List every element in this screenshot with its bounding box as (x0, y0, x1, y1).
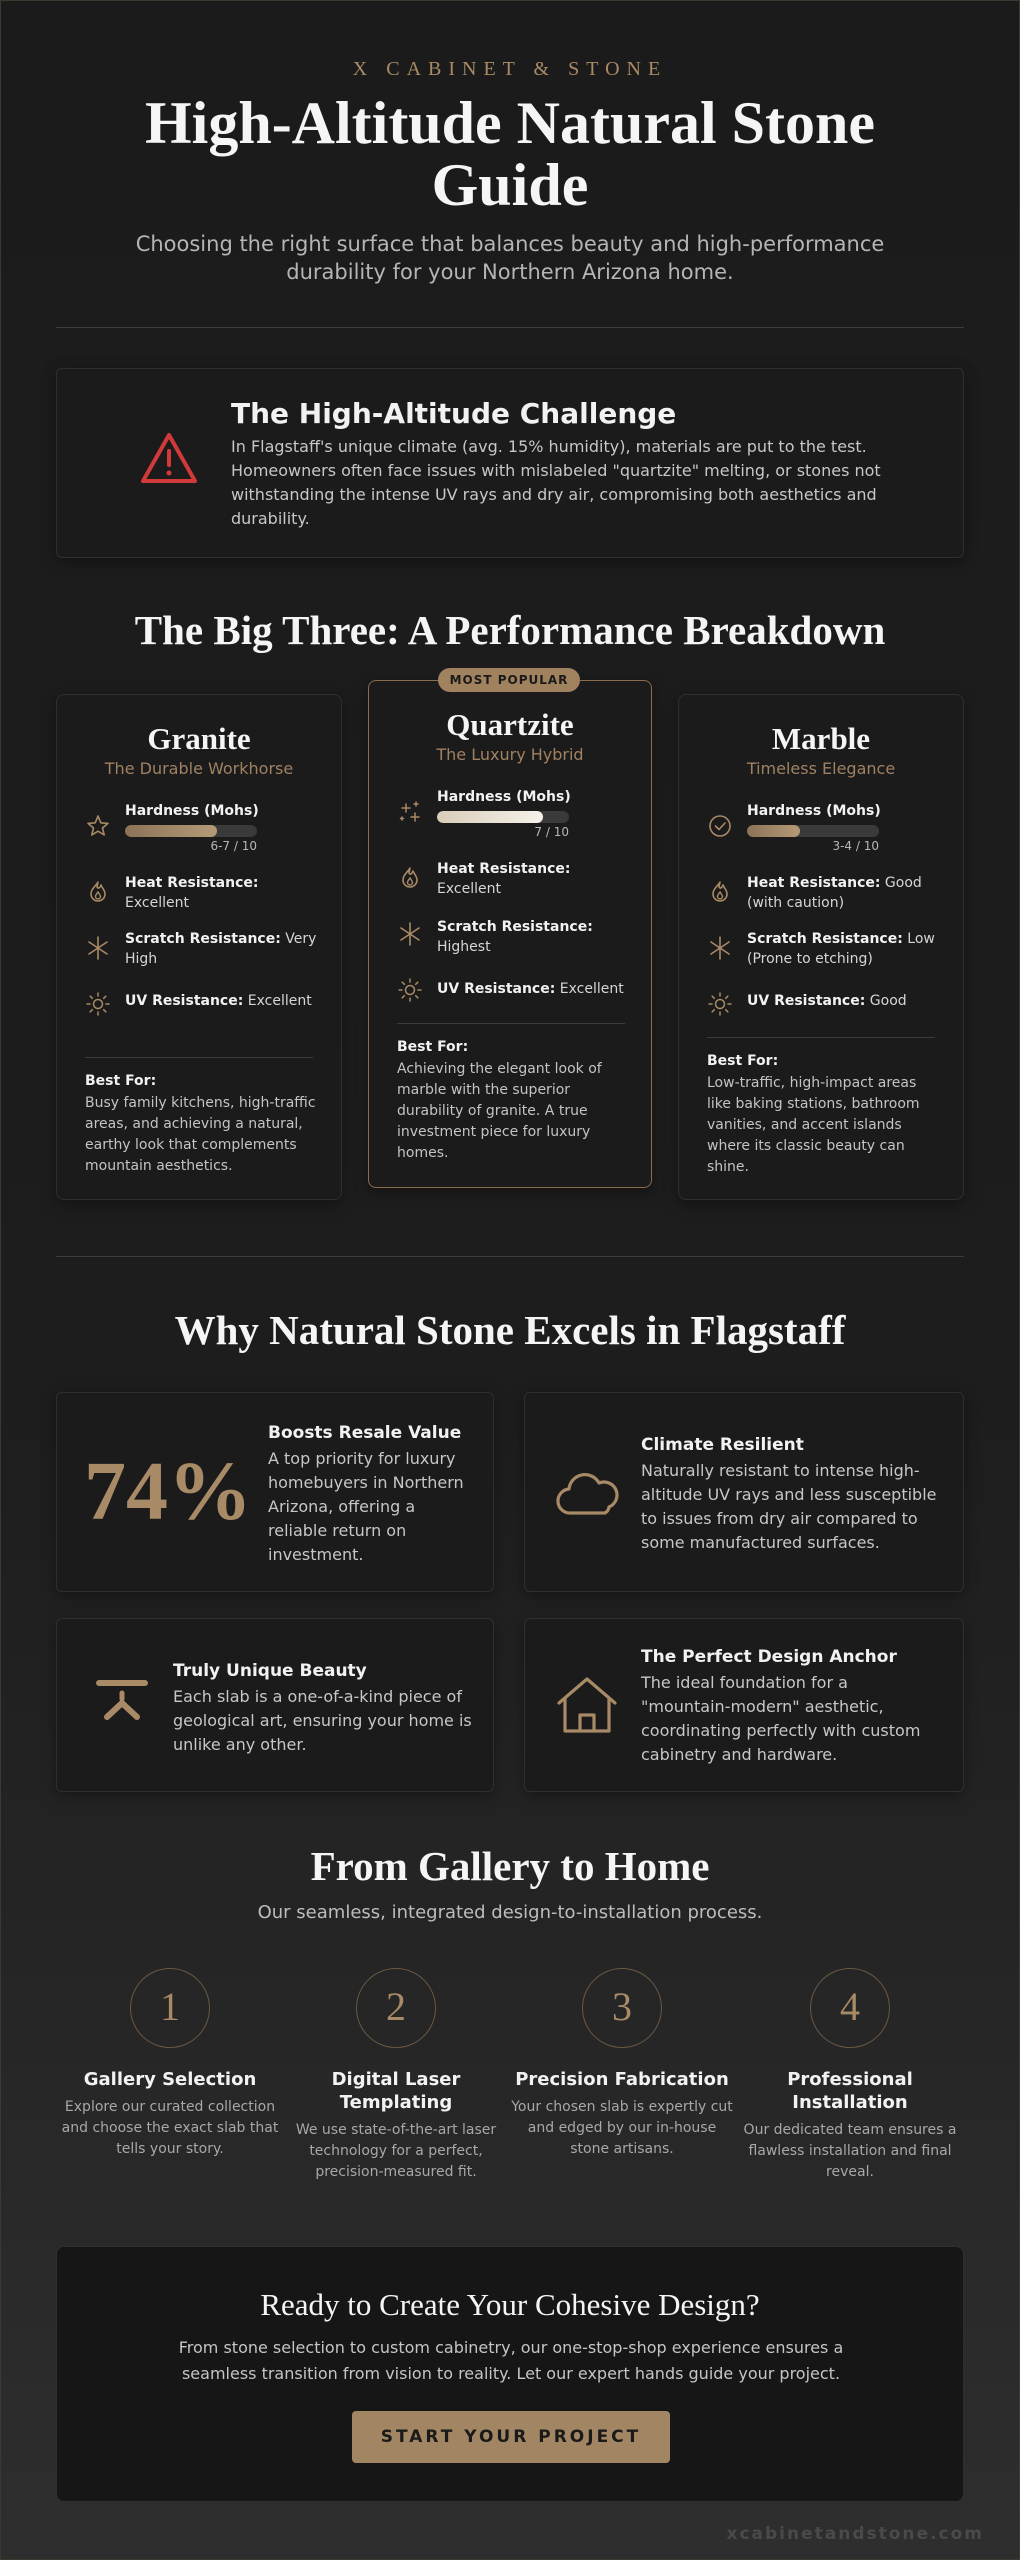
step-number: 3 (582, 1968, 662, 2048)
flame-icon (707, 879, 733, 905)
step-title: Professional Installation (787, 2069, 913, 2113)
step-text: Explore our curated collection and choose the exact slab that tells your story. (61, 2099, 279, 2157)
challenge-title: The High-Altitude Challenge (231, 397, 677, 430)
step-title: Precision Fabrication (515, 2069, 729, 2090)
best-for-text: Low-traffic, high-impact areas like baking stations, bathroom vanities, and accent islands where its classic beauty can shine. (707, 1075, 920, 1175)
step-text: We use state-of-the-art laser technology for a perfect, precision-measured fit. (295, 2122, 497, 2180)
most-popular-badge: MOST POPULAR (438, 668, 580, 692)
cta-text: From stone selection to custom cabinetry, our one-stop-shop experience ensures a seamless transition from vision to reality. Let our expert hands guide your project. (178, 2338, 844, 2383)
scratch-value: Low (Prone to etching) (747, 931, 935, 967)
step-text: Your chosen slab is expertly cut and edged by our in-house stone artisans. (511, 2099, 733, 2157)
hardness-value: 3-4 / 10 (832, 839, 879, 853)
why-item-title: The Perfect Design Anchor (641, 1647, 897, 1667)
best-for-text: Busy family kitchens, high-traffic areas, and achieving a natural, earthy look that complements mountain aesthetics. (85, 1095, 316, 1174)
heat-resistance (437, 859, 637, 899)
scratch-resistance (437, 917, 637, 957)
divider (56, 1256, 964, 1257)
divider (56, 327, 964, 328)
why-card-beauty (56, 1618, 494, 1792)
warning-icon (139, 431, 199, 487)
sun-icon (707, 991, 733, 1017)
cta-title: Ready to Create Your Cohesive Design? (260, 2287, 760, 2322)
why-title: Why Natural Stone Excels in Flagstaff (174, 1307, 846, 1353)
why-item-text: Naturally resistant to intense high-altitude UV rays and less susceptible to issues from dry air compared to some manufactured surfaces. (641, 1461, 937, 1552)
why-item-text: Each slab is a one-of-a-kind piece of geological art, ensuring your home is unlike any other. (173, 1687, 472, 1754)
stone-card-granite (56, 694, 342, 1200)
best-for-label: Best For: (85, 1073, 157, 1089)
divider (707, 1037, 935, 1038)
sparkle-icon (397, 799, 423, 825)
stone-name: Granite (147, 721, 251, 756)
cta-panel (56, 2246, 964, 2502)
why-item-title: Boosts Resale Value (268, 1423, 462, 1443)
scratch-icon (85, 935, 111, 961)
scratch-label: Scratch Resistance: (747, 931, 903, 947)
star-icon (85, 813, 111, 839)
uv-resistance (437, 979, 637, 999)
cloud-icon (555, 1469, 621, 1517)
process-subtitle: Our seamless, integrated design-to-installation process. (257, 1902, 763, 1923)
sun-icon (85, 991, 111, 1017)
why-item-title: Truly Unique Beauty (173, 1661, 367, 1681)
divider (397, 1023, 625, 1024)
gem-icon (93, 1677, 151, 1723)
scratch-label: Scratch Resistance: (437, 919, 593, 935)
process-step (736, 1968, 964, 2183)
heat-value: Excellent (437, 881, 501, 897)
scratch-value: Very High (125, 931, 317, 967)
heat-resistance (747, 873, 947, 913)
hardness-bar (125, 825, 257, 837)
stone-tagline: Timeless Elegance (746, 759, 896, 778)
heat-label: Heat Resistance: (125, 875, 259, 891)
uv-label: UV Resistance: (125, 993, 244, 1009)
stat-74-percent: 74% (84, 1445, 252, 1538)
stone-card-quartzite (368, 673, 652, 1188)
scratch-icon (707, 935, 733, 961)
hardness-value: 6-7 / 10 (210, 839, 257, 853)
hardness-bar-fill (747, 825, 800, 837)
why-card-climate (524, 1392, 964, 1592)
challenge-card (56, 368, 964, 558)
uv-resistance (125, 991, 325, 1011)
heat-value: Excellent (125, 895, 189, 911)
scratch-resistance (125, 929, 325, 969)
why-card-resale (56, 1392, 494, 1592)
heat-resistance (125, 873, 325, 913)
heat-label: Heat Resistance: (747, 875, 881, 891)
why-item-text: The ideal foundation for a "mountain-modern" aesthetic, coordinating perfectly with custom cabinetry and hardware. (641, 1673, 921, 1764)
hardness-bar-fill (125, 825, 217, 837)
uv-resistance (747, 991, 947, 1011)
page-title: High-Altitude Natural Stone Guide (144, 90, 876, 218)
hardness-label: Hardness (Mohs) (437, 789, 571, 805)
scratch-resistance (747, 929, 947, 969)
best-for-label: Best For: (707, 1053, 779, 1069)
why-card-design (524, 1618, 964, 1792)
step-number: 1 (130, 1968, 210, 2048)
flame-icon (85, 879, 111, 905)
hardness-bar (437, 811, 569, 823)
process-step (282, 1968, 510, 2183)
hardness-label: Hardness (Mohs) (747, 803, 881, 819)
check-circle-icon (707, 813, 733, 839)
uv-value: Good (869, 993, 907, 1009)
divider (85, 1057, 313, 1058)
heat-label: Heat Resistance: (437, 861, 571, 877)
heat-value: Good (with caution) (747, 875, 922, 911)
footer-website-link[interactable]: xcabinetandstone.com (726, 2524, 984, 2544)
step-number: 4 (810, 1968, 890, 2048)
hardness-bar-fill (437, 811, 543, 823)
stone-tagline: The Durable Workhorse (104, 759, 294, 778)
best-for-label: Best For: (397, 1039, 469, 1055)
scratch-icon (397, 921, 423, 947)
hardness-label: Hardness (Mohs) (125, 803, 259, 819)
stone-name: Marble (771, 721, 871, 756)
scratch-label: Scratch Resistance: (125, 931, 281, 947)
uv-label: UV Resistance: (747, 993, 866, 1009)
step-title: Gallery Selection (83, 2069, 257, 2090)
home-icon (555, 1675, 619, 1735)
best-for-text: Achieving the elegant look of marble with the superior durability of granite. A true investment piece for luxury homes. (397, 1061, 602, 1161)
step-title: Digital Laser Templating (331, 2069, 461, 2113)
stone-name: Quartzite (446, 707, 574, 742)
uv-value: Excellent (559, 981, 624, 997)
flame-icon (397, 865, 423, 891)
page-subtitle: Choosing the right surface that balances beauty and high-performance durability for your Northern Arizona home. (135, 232, 885, 284)
sun-icon (397, 977, 423, 1003)
uv-label: UV Resistance: (437, 981, 556, 997)
start-project-button[interactable]: START YOUR PROJECT (352, 2411, 670, 2463)
challenge-text: In Flagstaff's unique climate (avg. 15% humidity), materials are put to the test. Homeowners often face issues with mislabeled "quartzite" melting, or stones not withstanding the intense UV rays and dry air, compromising both aesthetics and durability. (231, 437, 881, 528)
hardness-value: 7 / 10 (534, 825, 569, 839)
step-number: 2 (356, 1968, 436, 2048)
breakdown-title: The Big Three: A Performance Breakdown (134, 607, 886, 653)
process-step (508, 1968, 736, 2160)
why-item-title: Climate Resilient (641, 1435, 804, 1455)
process-step (56, 1968, 284, 2160)
brand-name: X CABINET & STONE (352, 58, 668, 80)
process-title: From Gallery to Home (310, 1843, 710, 1889)
stone-tagline: The Luxury Hybrid (436, 745, 584, 764)
uv-value: Excellent (247, 993, 312, 1009)
why-item-text: A top priority for luxury homebuyers in Northern Arizona, offering a reliable return on investment. (268, 1449, 464, 1564)
hardness-bar (747, 825, 879, 837)
scratch-value: Highest (437, 939, 491, 955)
stone-card-marble (678, 694, 964, 1200)
step-text: Our dedicated team ensures a flawless installation and final reveal. (743, 2122, 957, 2180)
